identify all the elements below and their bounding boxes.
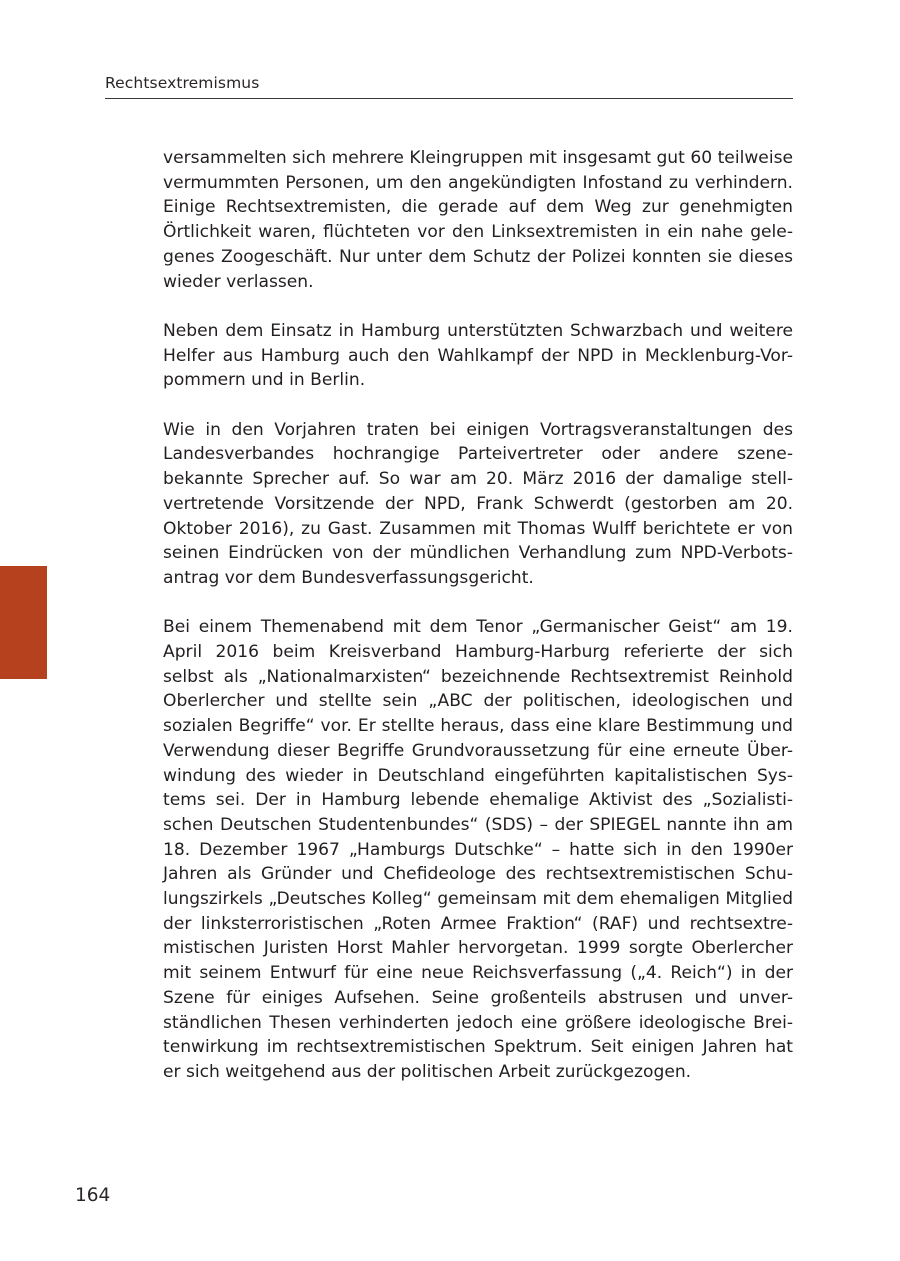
text-line: bekannte Sprecher auf. So war am 20. März 2016 der damalige stell- xyxy=(163,469,793,490)
text-line: vermummten Personen, um den angekündigten Infostand zu verhindern. xyxy=(163,172,793,193)
text-line: selbst als „Nationalmarxisten“ bezeichnende Rechtsextremist Reinhold xyxy=(163,666,793,687)
chapter-side-tab xyxy=(0,566,47,679)
text-line: wieder verlassen. xyxy=(163,271,314,292)
text-line: vertretende Vorsitzende der NPD, Frank Schwerdt (gestorben am 20. xyxy=(163,493,793,514)
text-line: windung des wieder in Deutschland eingeführten kapitalistischen Sys- xyxy=(163,765,793,786)
text-line: Oberlercher und stellte sein „ABC der politischen, ideologischen und xyxy=(163,691,793,712)
text-line: antrag vor dem Bundesverfassungsgericht. xyxy=(163,567,534,588)
text-line: Oktober 2016), zu Gast. Zusammen mit Thomas Wulff berichtete er von xyxy=(163,518,793,539)
paragraph xyxy=(163,418,793,591)
text-line: versammelten sich mehrere Kleingruppen mit insgesamt gut 60 teilweise xyxy=(163,148,793,168)
text-line: Szene für einiges Aufsehen. Seine großenteils abstrusen und unver- xyxy=(163,987,793,1008)
text-line: Helfer aus Hamburg auch den Wahlkampf der NPD in Mecklenburg-Vor- xyxy=(163,345,793,366)
text-line: mistischen Juristen Horst Mahler hervorgetan. 1999 sorgte Oberlercher xyxy=(163,938,793,959)
page-number: 164 xyxy=(75,1185,111,1206)
text-line: mit seinem Entwurf für eine neue Reichsverfassung („4. Reich“) in der xyxy=(163,963,793,984)
text-line: ständlichen Thesen verhinderten jedoch eine größere ideologische Brei- xyxy=(163,1012,793,1033)
header-divider xyxy=(105,98,793,99)
text-line: pommern und in Berlin. xyxy=(163,370,366,391)
paragraph xyxy=(163,146,793,294)
text-line: Neben dem Einsatz in Hamburg unterstützten Schwarzbach und weitere xyxy=(163,320,793,341)
body-text xyxy=(163,146,793,1109)
running-header-title: Rechtsextremismus xyxy=(105,74,260,92)
text-line: genes Zoogeschäft. Nur unter dem Schutz der Polizei konnten sie dieses xyxy=(163,246,793,267)
text-line: lungszirkels „Deutsches Kolleg“ gemeinsam mit dem ehemaligen Mitglied xyxy=(163,889,793,910)
text-line: Jahren als Gründer und Chefideologe des rechtsextremistischen Schu- xyxy=(163,864,793,885)
text-line: der linksterroristischen „Roten Armee Fraktion“ (RAF) und rechtsextre- xyxy=(163,913,793,934)
text-line: Örtlichkeit waren, flüchteten vor den Linksextremisten in ein nahe gele- xyxy=(163,222,793,243)
text-line: 18. Dezember 1967 „Hamburgs Dutschke“ – hatte sich in den 1990er xyxy=(163,839,793,860)
text-line: tenwirkung im rechtsextremistischen Spektrum. Seit einigen Jahren hat xyxy=(163,1037,793,1058)
text-line: Landesverbandes hochrangige Parteivertreter oder andere szene- xyxy=(163,444,793,465)
text-line: Verwendung dieser Begriffe Grundvoraussetzung für eine erneute Über- xyxy=(163,740,793,761)
text-line: er sich weitgehend aus der politischen Arbeit zurückgezogen. xyxy=(163,1061,692,1082)
text-line: April 2016 beim Kreisverband Hamburg-Harburg referierte der sich xyxy=(163,642,793,663)
text-line: Bei einem Themenabend mit dem Tenor „Germanischer Geist“ am 19. xyxy=(163,617,793,638)
text-line: sozialen Begriffe“ vor. Er stellte heraus, dass eine klare Bestimmung und xyxy=(163,716,793,737)
paragraph xyxy=(163,319,793,393)
text-line: Einige Rechtsextremisten, die gerade auf dem Weg zur genehmigten xyxy=(163,197,793,218)
text-line: schen Deutschen Studentenbundes“ (SDS) – der SPIEGEL nannte ihn am xyxy=(163,814,793,835)
text-line: seinen Eindrücken von der mündlichen Verhandlung zum NPD-Verbots- xyxy=(163,543,793,564)
paragraph xyxy=(163,615,793,1084)
text-line: Wie in den Vorjahren traten bei einigen Vortragsveranstaltungen des xyxy=(163,419,793,440)
text-line: tems sei. Der in Hamburg lebende ehemalige Aktivist des „Sozialisti- xyxy=(163,790,793,811)
